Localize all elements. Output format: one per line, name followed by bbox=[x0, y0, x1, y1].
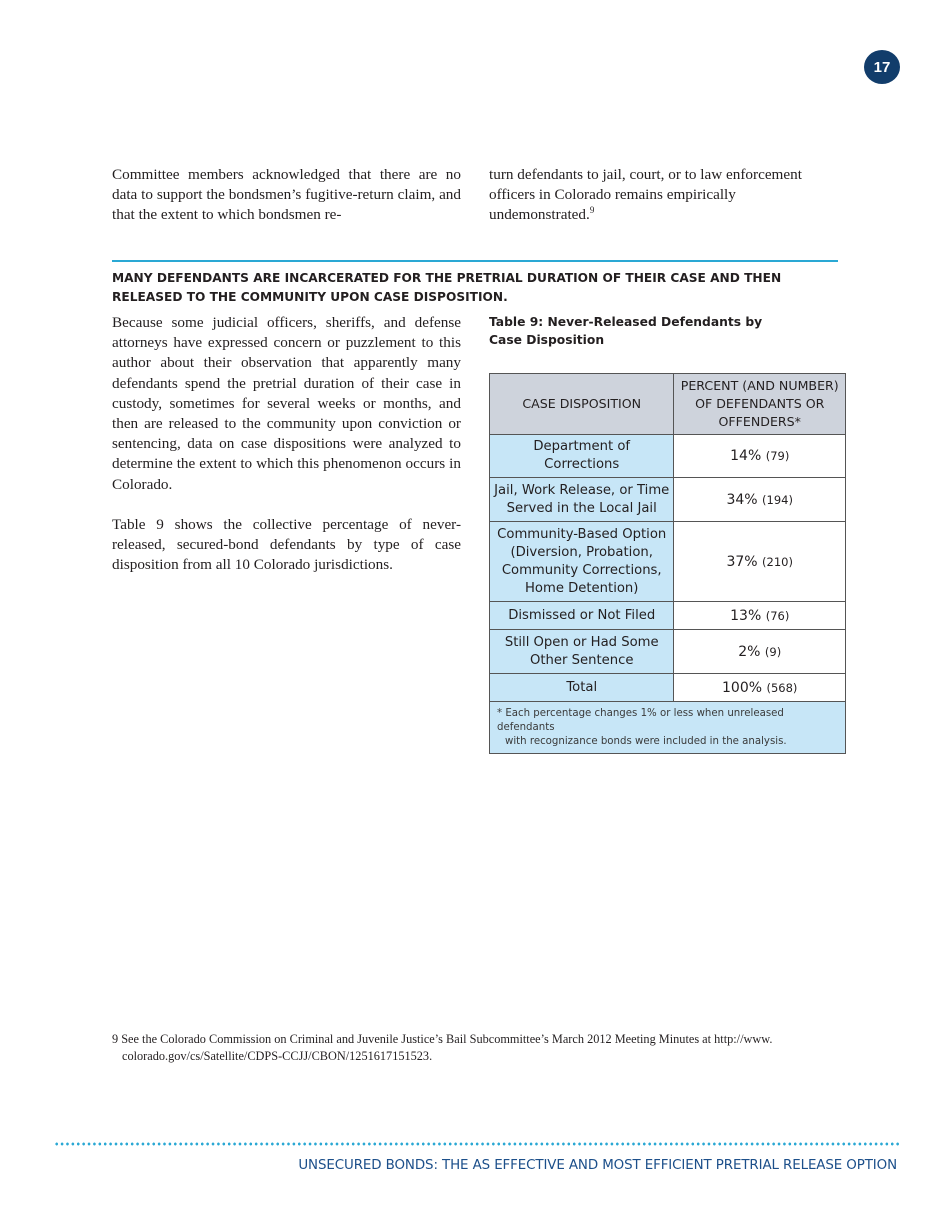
intro-left-text: Committee members acknowledged that there are no data to support the bondsmen’s fugitive-return claim, and that the extent to which bondsmen re- bbox=[112, 166, 461, 224]
percent-cell bbox=[674, 478, 846, 522]
disposition-table bbox=[489, 373, 846, 754]
disposition-cell: Community-Based Option (Diversion, Probation, Community Corrections, Home Detention) bbox=[490, 522, 674, 602]
table-row bbox=[490, 478, 846, 522]
percent-cell bbox=[674, 435, 846, 478]
body-paragraph: Because some judicial officers, sheriffs, and defense attorneys have expressed concern or puzzlement to this author about their observation that apparently many defendants spend the pretrial duration of their case in custody, sometimes for several weeks or months, and then are released to the community upon conviction or sentencing, data on case dispositions were analyzed to determine the extent to which this phenomenon occurs in Colorado. bbox=[112, 314, 461, 493]
disposition-cell: Department of Corrections bbox=[490, 435, 674, 478]
count-value: (79) bbox=[765, 449, 790, 463]
table-header-row bbox=[490, 374, 846, 435]
table-row bbox=[490, 522, 846, 602]
table-title: Table 9: Never-Released Defendants by Case Disposition bbox=[489, 315, 763, 347]
disposition-cell: Total bbox=[490, 674, 674, 702]
count-value: (568) bbox=[766, 680, 798, 695]
percent-cell bbox=[674, 674, 846, 702]
header-case-disposition: CASE DISPOSITION bbox=[490, 374, 674, 435]
disposition-cell: Still Open or Had Some Other Sentence bbox=[490, 630, 674, 674]
table-row bbox=[490, 602, 846, 630]
count-value: (9) bbox=[764, 644, 782, 659]
body-column bbox=[112, 313, 461, 575]
table-total-row bbox=[490, 674, 846, 702]
intro-right-column bbox=[489, 165, 838, 226]
percent-value: 37% bbox=[726, 553, 758, 570]
count-value: (210) bbox=[762, 554, 793, 569]
percent-cell bbox=[674, 630, 846, 674]
table-note-row bbox=[490, 702, 846, 754]
table-row bbox=[490, 435, 846, 478]
table-note-line: with recognizance bonds were included in the analysis. bbox=[505, 736, 787, 747]
section-heading: MANY DEFENDANTS ARE INCARCERATED FOR THE PRETRIAL DURATION OF THEIR CASE AND THEN RELEASED TO THE COMMUNITY UPON CASE DISPOSITION. bbox=[112, 271, 782, 304]
footnote-ref[interactable]: 9 bbox=[589, 205, 595, 216]
footnote bbox=[112, 1031, 847, 1065]
table-row bbox=[490, 630, 846, 674]
percent-cell bbox=[674, 602, 846, 630]
table-note-line: * Each percentage changes 1% or less when unreleased defendants bbox=[497, 708, 784, 733]
page-number: 17 bbox=[864, 50, 900, 84]
intro-left-column bbox=[112, 165, 461, 226]
table-note bbox=[490, 702, 846, 754]
intro-right-paragraph bbox=[489, 165, 838, 226]
body-paragraph: Table 9 shows the collective percentage of never-released, secured-bond defendants by type of case disposition from all 10 Colorado jurisdictions. bbox=[112, 515, 461, 574]
percent-value: 100% bbox=[722, 679, 763, 696]
disposition-cell: Jail, Work Release, or Time Served in the Local Jail bbox=[490, 478, 674, 522]
percent-cell bbox=[674, 522, 846, 602]
footer-dotted-rule bbox=[54, 1142, 899, 1146]
disposition-cell: Dismissed or Not Filed bbox=[490, 602, 674, 630]
percent-value: 34% bbox=[726, 491, 758, 508]
count-value: (194) bbox=[762, 492, 793, 507]
section-divider bbox=[112, 260, 838, 262]
count-value: (76) bbox=[765, 608, 790, 623]
footnote-line: 9 See the Colorado Commission on Criminal and Juvenile Justice’s Bail Subcommittee’s March 2012 Meeting Minutes at http://www. bbox=[112, 1032, 773, 1046]
percent-value: 13% bbox=[730, 607, 762, 624]
intro-right-text: turn defendants to jail, court, or to law enforcement officers in Colorado remains empirically undemonstrated. bbox=[489, 166, 802, 224]
footnote-line: colorado.gov/cs/Satellite/CDPS-CCJJ/CBON/1251617151523. bbox=[122, 1049, 433, 1063]
percent-value: 14% bbox=[730, 448, 762, 464]
header-percent: PERCENT (AND NUMBER) OF DEFENDANTS OR OFFENDERS* bbox=[674, 374, 846, 435]
percent-value: 2% bbox=[738, 643, 761, 660]
footer-title: UNSECURED BONDS: THE AS EFFECTIVE AND MOST EFFICIENT PRETRIAL RELEASE OPTION bbox=[298, 1158, 897, 1173]
